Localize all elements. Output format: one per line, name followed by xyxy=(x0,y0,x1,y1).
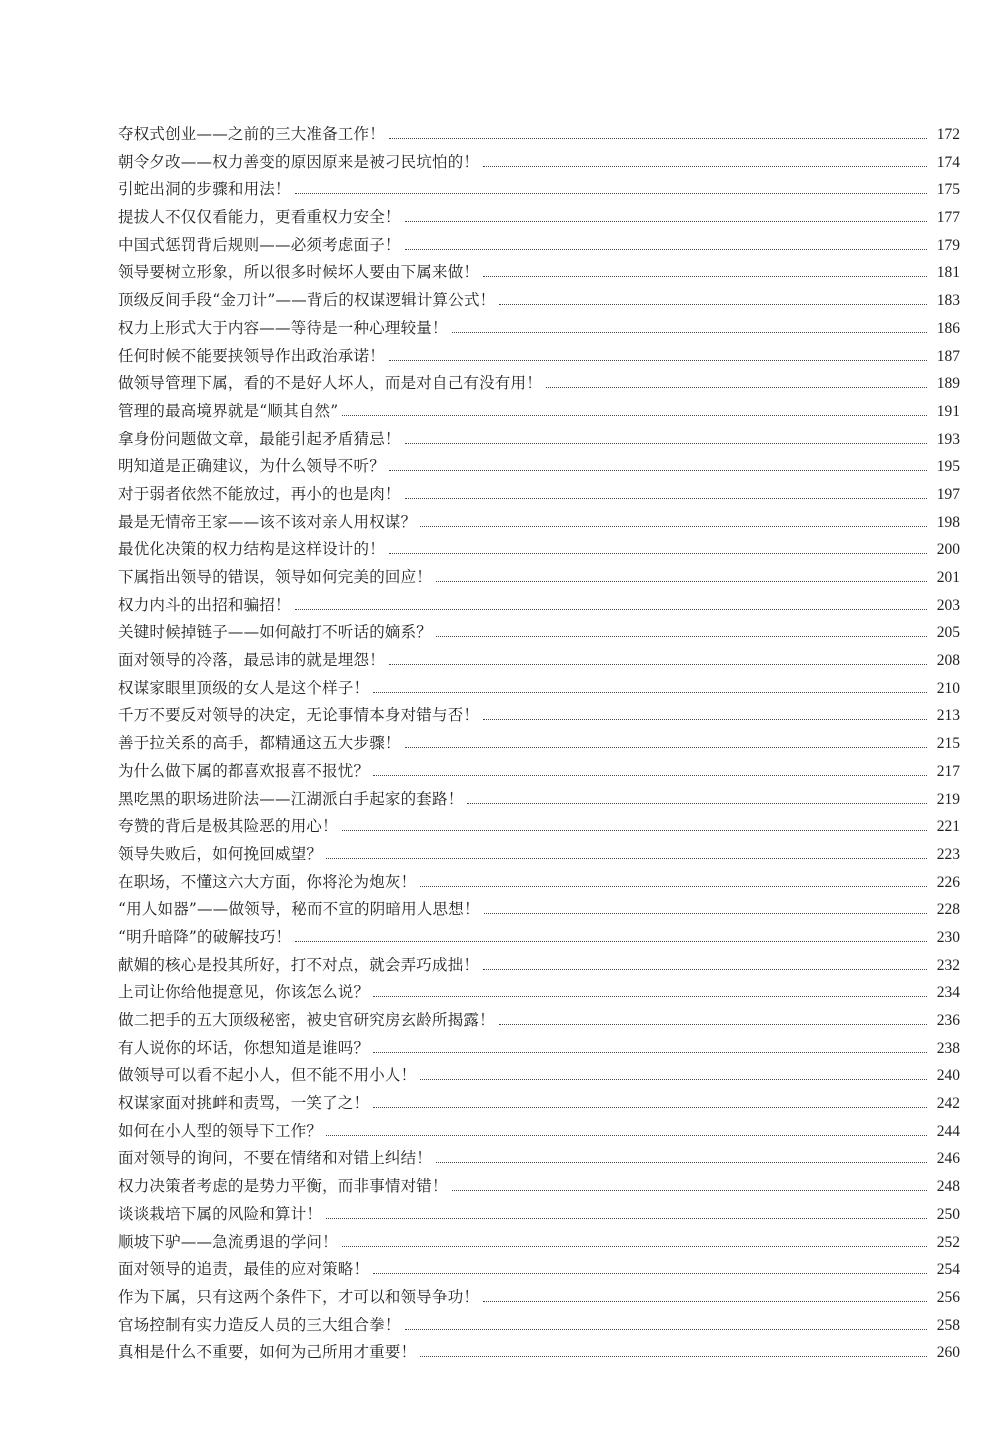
toc-entry-title: 面对领导的询问，不要在情绪和对错上纠结！ xyxy=(118,1149,433,1168)
toc-entry-page-number: 219 xyxy=(936,790,960,808)
toc-entry-page-number: 195 xyxy=(936,458,960,476)
toc-entry[interactable] xyxy=(118,813,960,841)
toc-entry[interactable] xyxy=(118,1229,960,1257)
dot-leader xyxy=(436,1162,927,1163)
toc-entry-title: 明知道是正确建议，为什么领导不听？ xyxy=(118,457,385,476)
dot-leader xyxy=(373,692,927,693)
toc-entry[interactable] xyxy=(118,1284,960,1312)
toc-entry[interactable] xyxy=(118,370,960,398)
toc-entry-title: 为什么做下属的都喜欢报喜不报忧？ xyxy=(118,761,370,780)
dot-leader xyxy=(373,1107,927,1108)
toc-entry[interactable] xyxy=(118,1145,960,1173)
toc-entry-title: 权谋家面对挑衅和责骂，一笑了之！ xyxy=(118,1094,370,1113)
toc-entry-page-number: 223 xyxy=(936,845,960,863)
toc-entry-page-number: 197 xyxy=(936,485,960,503)
toc-entry-title: 最是无情帝王家——该不该对亲人用权谋？ xyxy=(118,512,417,531)
toc-entry[interactable] xyxy=(118,1035,960,1063)
toc-entry[interactable] xyxy=(118,619,960,647)
toc-entry-page-number: 191 xyxy=(936,402,960,420)
dot-leader xyxy=(483,969,927,970)
toc-entry-page-number: 234 xyxy=(936,984,960,1002)
toc-entry[interactable] xyxy=(118,841,960,869)
toc-entry[interactable] xyxy=(118,315,960,343)
toc-entry-page-number: 186 xyxy=(936,319,960,337)
toc-entry[interactable] xyxy=(118,426,960,454)
dot-leader xyxy=(342,1246,927,1247)
toc-entry[interactable] xyxy=(118,149,960,177)
toc-entry-title: 权力上形式大于内容——等待是一种心理较量！ xyxy=(118,318,448,337)
dot-leader xyxy=(342,830,927,831)
toc-entry[interactable] xyxy=(118,481,960,509)
dot-leader xyxy=(499,304,927,305)
toc-entry[interactable] xyxy=(118,1312,960,1340)
toc-entry-title: 真相是什么不重要，如何为己所用才重要！ xyxy=(118,1343,417,1362)
toc-entry-title: 引蛇出洞的步骤和用法！ xyxy=(118,180,291,199)
toc-entry-page-number: 217 xyxy=(936,762,960,780)
toc-entry-page-number: 246 xyxy=(936,1150,960,1168)
toc-entry[interactable] xyxy=(118,1256,960,1284)
dot-leader xyxy=(420,886,927,887)
toc-entry-page-number: 174 xyxy=(936,153,960,171)
toc-entry-page-number: 179 xyxy=(936,236,960,254)
toc-entry[interactable] xyxy=(118,1201,960,1229)
toc-entry-page-number: 230 xyxy=(936,928,960,946)
toc-entry-title: 领导要树立形象，所以很多时候坏人要由下属来做！ xyxy=(118,263,480,282)
toc-entry-page-number: 256 xyxy=(936,1288,960,1306)
toc-entry-page-number: 183 xyxy=(936,292,960,310)
toc-entry-page-number: 238 xyxy=(936,1039,960,1057)
toc-entry[interactable] xyxy=(118,204,960,232)
toc-entry-page-number: 244 xyxy=(936,1122,960,1140)
toc-entry-title: 做领导管理下属，看的不是好人坏人，而是对自己有没有用！ xyxy=(118,374,542,393)
dot-leader xyxy=(389,664,927,665)
dot-leader xyxy=(483,276,927,277)
dot-leader xyxy=(546,387,927,388)
toc-entry-title: 作为下属，只有这两个条件下，才可以和领导争功！ xyxy=(118,1287,480,1306)
toc-entry-page-number: 252 xyxy=(936,1233,960,1251)
dot-leader xyxy=(436,636,927,637)
toc-entry[interactable] xyxy=(118,758,960,786)
toc-entry[interactable] xyxy=(118,979,960,1007)
toc-entry[interactable] xyxy=(118,259,960,287)
toc-entry[interactable] xyxy=(118,509,960,537)
toc-entry-title: 官场控制有实力造反人员的三大组合拳！ xyxy=(118,1315,401,1334)
dot-leader xyxy=(499,1024,927,1025)
dot-leader xyxy=(326,1218,927,1219)
toc-entry-title: 谈谈栽培下属的风险和算计！ xyxy=(118,1204,323,1223)
dot-leader xyxy=(373,996,927,997)
toc-entry-title: 夸赞的背后是极其险恶的用心！ xyxy=(118,817,338,836)
dot-leader xyxy=(342,415,927,416)
toc-entry[interactable] xyxy=(118,1007,960,1035)
dot-leader xyxy=(436,581,927,582)
dot-leader xyxy=(326,1135,927,1136)
toc-entry-title: 夺权式创业——之前的三大准备工作！ xyxy=(118,125,385,143)
toc-entry-title: 朝令夕改——权力善变的原因原来是被刁民坑怕的！ xyxy=(118,152,480,171)
toc-entry-page-number: 250 xyxy=(936,1205,960,1223)
toc-entry-page-number: 221 xyxy=(936,818,960,836)
toc-entry[interactable] xyxy=(118,1062,960,1090)
toc-entry-title: 拿身份问题做文章，最能引起矛盾猜忌！ xyxy=(118,429,401,448)
toc-entry-title: 有人说你的坏话，你想知道是谁吗？ xyxy=(118,1038,370,1057)
dot-leader xyxy=(373,1273,927,1274)
toc-entry-title: “明升暗降”的破解技巧！ xyxy=(118,927,292,946)
toc-entry-title: 管理的最高境界就是“顺其自然” xyxy=(118,401,339,420)
toc-entry-page-number: 203 xyxy=(936,596,960,614)
toc-entry-page-number: 260 xyxy=(936,1344,960,1362)
toc-entry-page-number: 232 xyxy=(936,956,960,974)
toc-entry-title: “用人如器”——做领导，秘而不宣的阴暗用人思想！ xyxy=(118,900,480,919)
dot-leader xyxy=(405,1329,927,1330)
toc-entry-page-number: 213 xyxy=(936,707,960,725)
toc-entry-title: 中国式惩罚背后规则——必须考虑面子！ xyxy=(118,235,401,254)
dot-leader xyxy=(389,138,927,139)
toc-entry-page-number: 226 xyxy=(936,873,960,891)
toc-entry[interactable] xyxy=(118,536,960,564)
toc-entry-title: 黑吃黑的职场进阶法——江湖派白手起家的套路！ xyxy=(118,789,464,808)
toc-entry-page-number: 210 xyxy=(936,679,960,697)
toc-entry-title: 做二把手的五大顶级秘密，被史官研究房玄龄所揭露！ xyxy=(118,1011,495,1029)
toc-entry[interactable] xyxy=(118,564,960,592)
toc-entry-page-number: 198 xyxy=(936,513,960,531)
toc-entry-title: 面对领导的冷落，最忌讳的就是埋怨！ xyxy=(118,651,385,670)
toc-entry-page-number: 189 xyxy=(936,375,960,393)
dot-leader xyxy=(420,1356,927,1357)
toc-entry[interactable] xyxy=(118,730,960,758)
toc-entry[interactable] xyxy=(118,869,960,897)
toc-entry-title: 下属指出领导的错误，领导如何完美的回应！ xyxy=(118,568,433,586)
dot-leader xyxy=(420,1079,927,1080)
toc-entry-title: 权力内斗的出招和骗招！ xyxy=(118,595,291,614)
dot-leader xyxy=(405,747,927,748)
dot-leader xyxy=(389,470,927,471)
toc-entry-title: 关键时候掉链子——如何敲打不听话的嫡系？ xyxy=(118,623,433,642)
dot-leader xyxy=(483,166,927,167)
dot-leader xyxy=(452,332,927,333)
toc-entry-title: 顶级反间手段“金刀计”——背后的权谋逻辑计算公式！ xyxy=(118,291,496,310)
toc-entry[interactable] xyxy=(118,1173,960,1201)
dot-leader xyxy=(484,913,927,914)
toc-entry-page-number: 175 xyxy=(936,181,960,199)
toc-entry-title: 做领导可以看不起小人，但不能不用小人！ xyxy=(118,1066,417,1085)
toc-entry[interactable] xyxy=(118,1118,960,1146)
toc-entry[interactable] xyxy=(118,786,960,814)
table-of-contents xyxy=(118,121,960,1367)
toc-entry[interactable] xyxy=(118,232,960,260)
toc-entry-page-number: 201 xyxy=(936,569,960,586)
toc-entry-title: 如何在小人型的领导下工作？ xyxy=(118,1121,323,1140)
toc-entry-page-number: 205 xyxy=(936,624,960,642)
toc-entry[interactable] xyxy=(118,1090,960,1118)
toc-entry[interactable] xyxy=(118,924,960,952)
toc-entry-title: 任何时候不能要挟领导作出政治承诺！ xyxy=(118,346,385,365)
toc-entry-page-number: 228 xyxy=(936,901,960,919)
toc-entry-title: 对于弱者依然不能放过，再小的也是肉！ xyxy=(118,484,401,503)
toc-entry-title: 在职场，不懂这六大方面，你将沦为炮灰！ xyxy=(118,872,417,891)
dot-leader xyxy=(373,775,927,776)
toc-entry-title: 面对领导的追责，最佳的应对策略！ xyxy=(118,1260,370,1279)
dot-leader xyxy=(405,221,927,222)
dot-leader xyxy=(295,193,927,194)
toc-entry-title: 最优化决策的权力结构是这样设计的！ xyxy=(118,540,385,559)
toc-entry-page-number: 248 xyxy=(936,1178,960,1196)
dot-leader xyxy=(389,553,927,554)
dot-leader xyxy=(405,443,927,444)
toc-entry-title: 千万不要反对领导的决定，无论事情本身对错与否！ xyxy=(118,706,480,725)
toc-entry-page-number: 242 xyxy=(936,1095,960,1113)
toc-entry-page-number: 200 xyxy=(936,541,960,559)
toc-entry[interactable] xyxy=(118,952,960,980)
toc-entry-title: 权谋家眼里顶级的女人是这个样子！ xyxy=(118,678,370,697)
toc-entry-title: 权力决策者考虑的是势力平衡，而非事情对错！ xyxy=(118,1177,448,1196)
toc-entry-title: 提拔人不仅仅看能力，更看重权力安全！ xyxy=(118,208,401,227)
toc-entry-page-number: 208 xyxy=(936,652,960,670)
toc-entry-title: 上司让你给他提意见，你该怎么说？ xyxy=(118,983,370,1002)
toc-entry-page-number: 187 xyxy=(936,347,960,365)
dot-leader xyxy=(373,1052,927,1053)
dot-leader xyxy=(467,803,927,804)
toc-entry[interactable] xyxy=(118,702,960,730)
toc-entry-page-number: 215 xyxy=(936,735,960,753)
toc-entry-page-number: 181 xyxy=(936,264,960,282)
dot-leader xyxy=(326,858,927,859)
toc-entry-title: 善于拉关系的高手，都精通这五大步骤！ xyxy=(118,734,401,753)
toc-entry-page-number: 254 xyxy=(936,1261,960,1279)
dot-leader xyxy=(483,719,927,720)
toc-entry-page-number: 172 xyxy=(936,126,960,143)
dot-leader xyxy=(483,1301,927,1302)
toc-entry-page-number: 236 xyxy=(936,1012,960,1029)
toc-entry[interactable] xyxy=(118,176,960,204)
dot-leader xyxy=(295,609,927,610)
dot-leader xyxy=(389,360,927,361)
dot-leader xyxy=(405,249,927,250)
toc-entry-page-number: 177 xyxy=(936,209,960,227)
toc-entry-title: 领导失败后，如何挽回威望？ xyxy=(118,844,323,863)
toc-entry[interactable] xyxy=(118,1339,960,1367)
dot-leader xyxy=(295,941,927,942)
toc-entry[interactable] xyxy=(118,453,960,481)
toc-entry-page-number: 193 xyxy=(936,430,960,448)
toc-entry-page-number: 240 xyxy=(936,1067,960,1085)
dot-leader xyxy=(405,498,927,499)
toc-entry[interactable] xyxy=(118,343,960,371)
toc-entry[interactable] xyxy=(118,592,960,620)
toc-entry[interactable] xyxy=(118,647,960,675)
toc-entry-title: 顺坡下驴——急流勇退的学问！ xyxy=(118,1232,338,1251)
toc-entry[interactable] xyxy=(118,398,960,426)
dot-leader xyxy=(452,1190,927,1191)
dot-leader xyxy=(420,526,927,527)
toc-entry-page-number: 258 xyxy=(936,1316,960,1334)
toc-entry-title: 献媚的核心是投其所好，打不对点，就会弄巧成拙！ xyxy=(118,955,480,974)
toc-entry[interactable] xyxy=(118,675,960,703)
toc-entry[interactable] xyxy=(118,121,960,149)
toc-entry[interactable] xyxy=(118,896,960,924)
toc-entry[interactable] xyxy=(118,287,960,315)
